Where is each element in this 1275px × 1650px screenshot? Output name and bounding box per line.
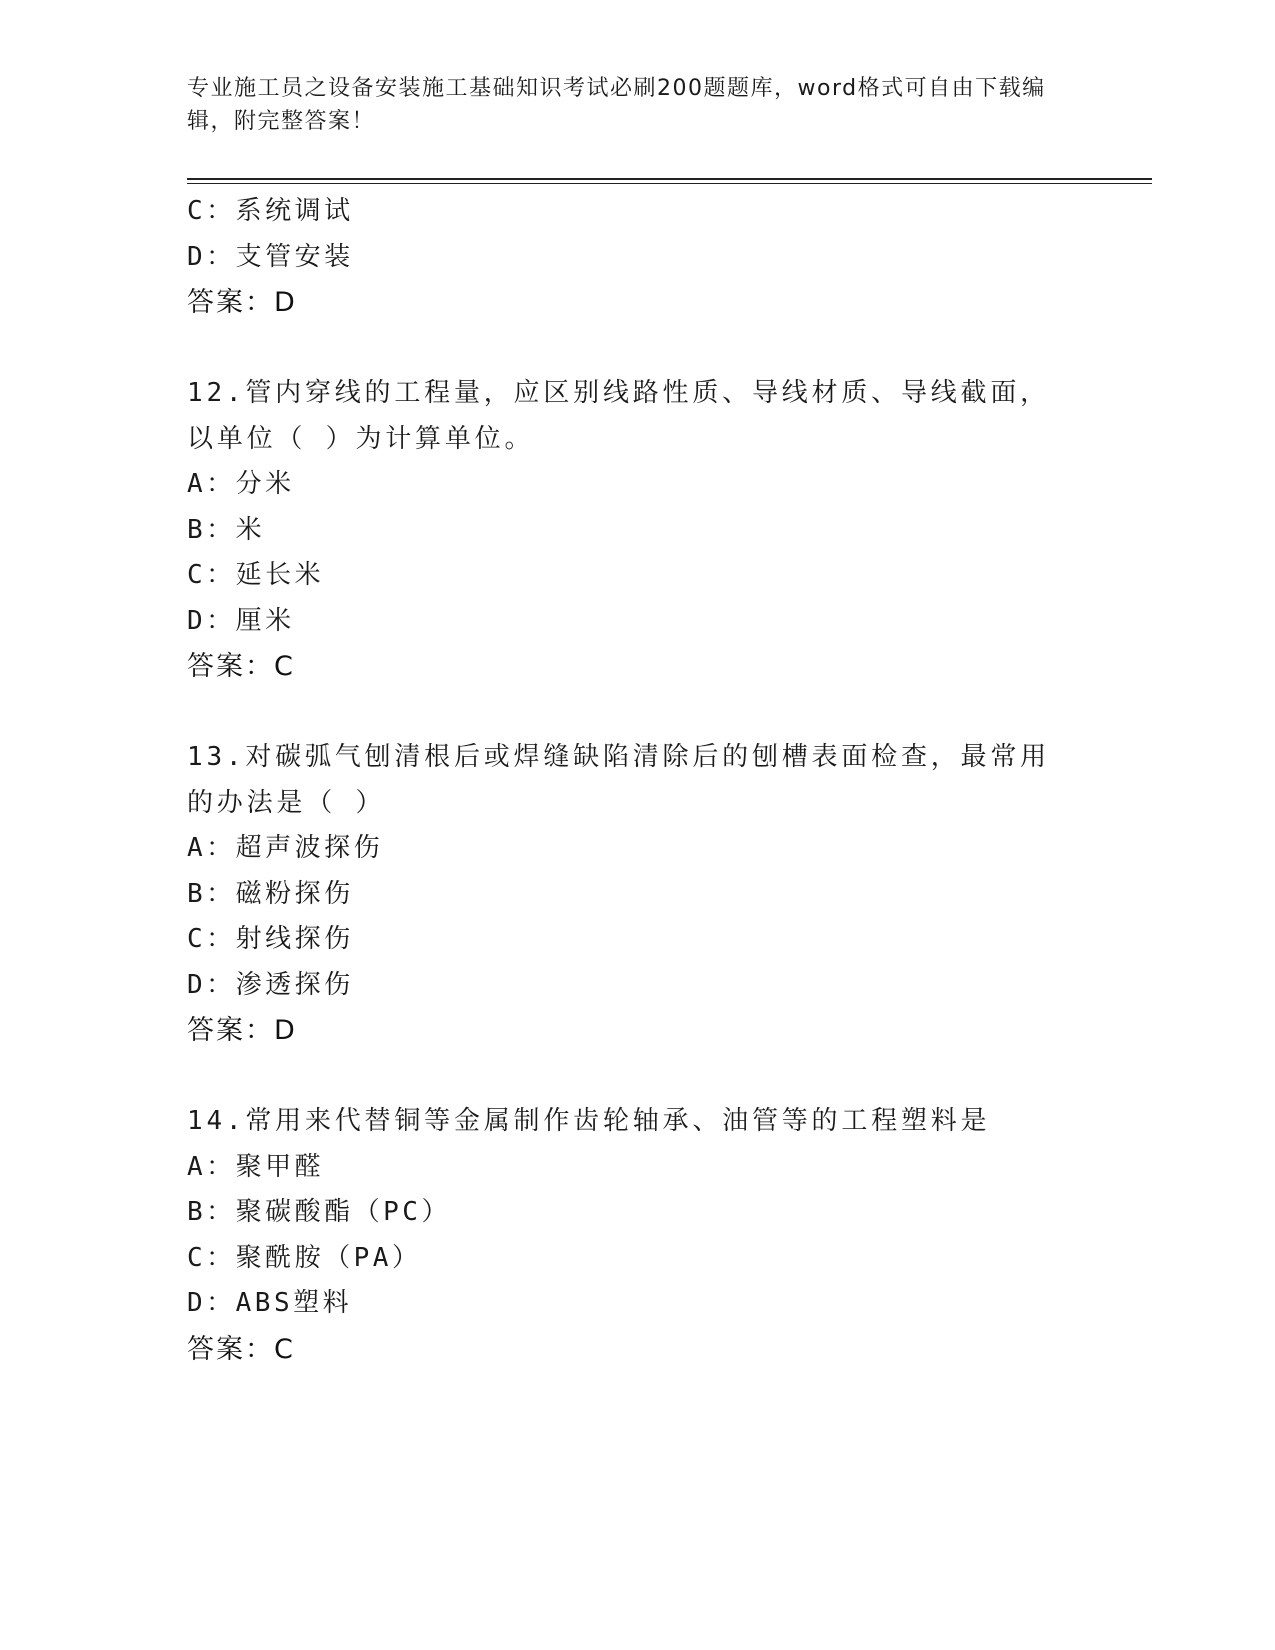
option-key: C： [187, 560, 236, 590]
option-b [187, 872, 1087, 918]
option-key: B： [187, 1197, 236, 1227]
question-block [187, 735, 1087, 1054]
option-c [187, 189, 1087, 235]
option-text: ABS塑料 [235, 1288, 353, 1318]
option-a [187, 1145, 1087, 1191]
question-stem: 13.对碳弧气刨清根后或焊缝缺陷清除后的刨槽表面检查，最常用的办法是（ ） [187, 742, 1050, 818]
option-text: 延长米 [235, 560, 325, 590]
option-text: 聚碳酸酯（PC） [235, 1197, 451, 1227]
option-text: 聚甲醛 [235, 1151, 325, 1182]
option-a [187, 462, 1087, 508]
option-key: C： [187, 1242, 236, 1273]
option-key: C： [187, 924, 236, 954]
option-text: 米 [235, 514, 266, 545]
answer-line: 答案：C [187, 651, 295, 682]
option-key: C： [187, 196, 236, 226]
spacer [187, 690, 1087, 736]
option-text: 分米 [235, 469, 295, 499]
option-text: 磁粉探伤 [235, 878, 354, 909]
option-key: D： [187, 969, 236, 1000]
option-key: D： [187, 605, 236, 636]
option-key: D： [187, 1288, 236, 1318]
question-block [187, 371, 1087, 690]
question-list [187, 189, 1087, 1372]
option-key: A： [187, 1151, 236, 1182]
option-text: 系统调试 [235, 196, 354, 226]
option-c [187, 917, 1087, 963]
option-d [187, 235, 1087, 281]
option-text: 聚酰胺（PA） [235, 1242, 422, 1273]
question-stem: 14.常用来代替铜等金属制作齿轮轴承、油管等的工程塑料是 [187, 1106, 991, 1136]
option-text: 射线探伤 [235, 924, 354, 954]
option-c [187, 553, 1087, 599]
option-d [187, 599, 1087, 645]
option-text: 厘米 [235, 605, 295, 636]
option-key: A： [187, 469, 236, 499]
option-key: A： [187, 833, 236, 863]
answer-line: 答案：D [187, 1015, 297, 1046]
option-text: 渗透探伤 [235, 969, 354, 1000]
option-key: B： [187, 878, 236, 909]
document-header: 专业施工员之设备安装施工基础知识考试必刷200题题库，word格式可自由下载编辑，附完整答案！ [187, 76, 1046, 134]
header-divider-thin [187, 183, 1152, 184]
question-block [187, 1099, 1087, 1372]
option-a [187, 826, 1087, 872]
spacer [187, 1054, 1087, 1100]
option-b [187, 1190, 1087, 1236]
option-d [187, 963, 1087, 1009]
answer-line: 答案：C [187, 1333, 295, 1365]
option-key: D： [187, 241, 236, 272]
option-c [187, 1236, 1087, 1282]
question-block [187, 189, 1087, 326]
answer-line: 答案：D [187, 287, 297, 318]
header-divider-thick [187, 178, 1152, 180]
option-text: 超声波探伤 [235, 833, 384, 863]
question-stem: 12.管内穿线的工程量，应区别线路性质、导线材质、导线截面，以单位（ ）为计算单位。 [187, 378, 1050, 454]
option-b [187, 508, 1087, 554]
option-key: B： [187, 514, 236, 545]
option-d [187, 1281, 1087, 1327]
option-text: 支管安装 [235, 241, 354, 272]
spacer [187, 326, 1087, 372]
